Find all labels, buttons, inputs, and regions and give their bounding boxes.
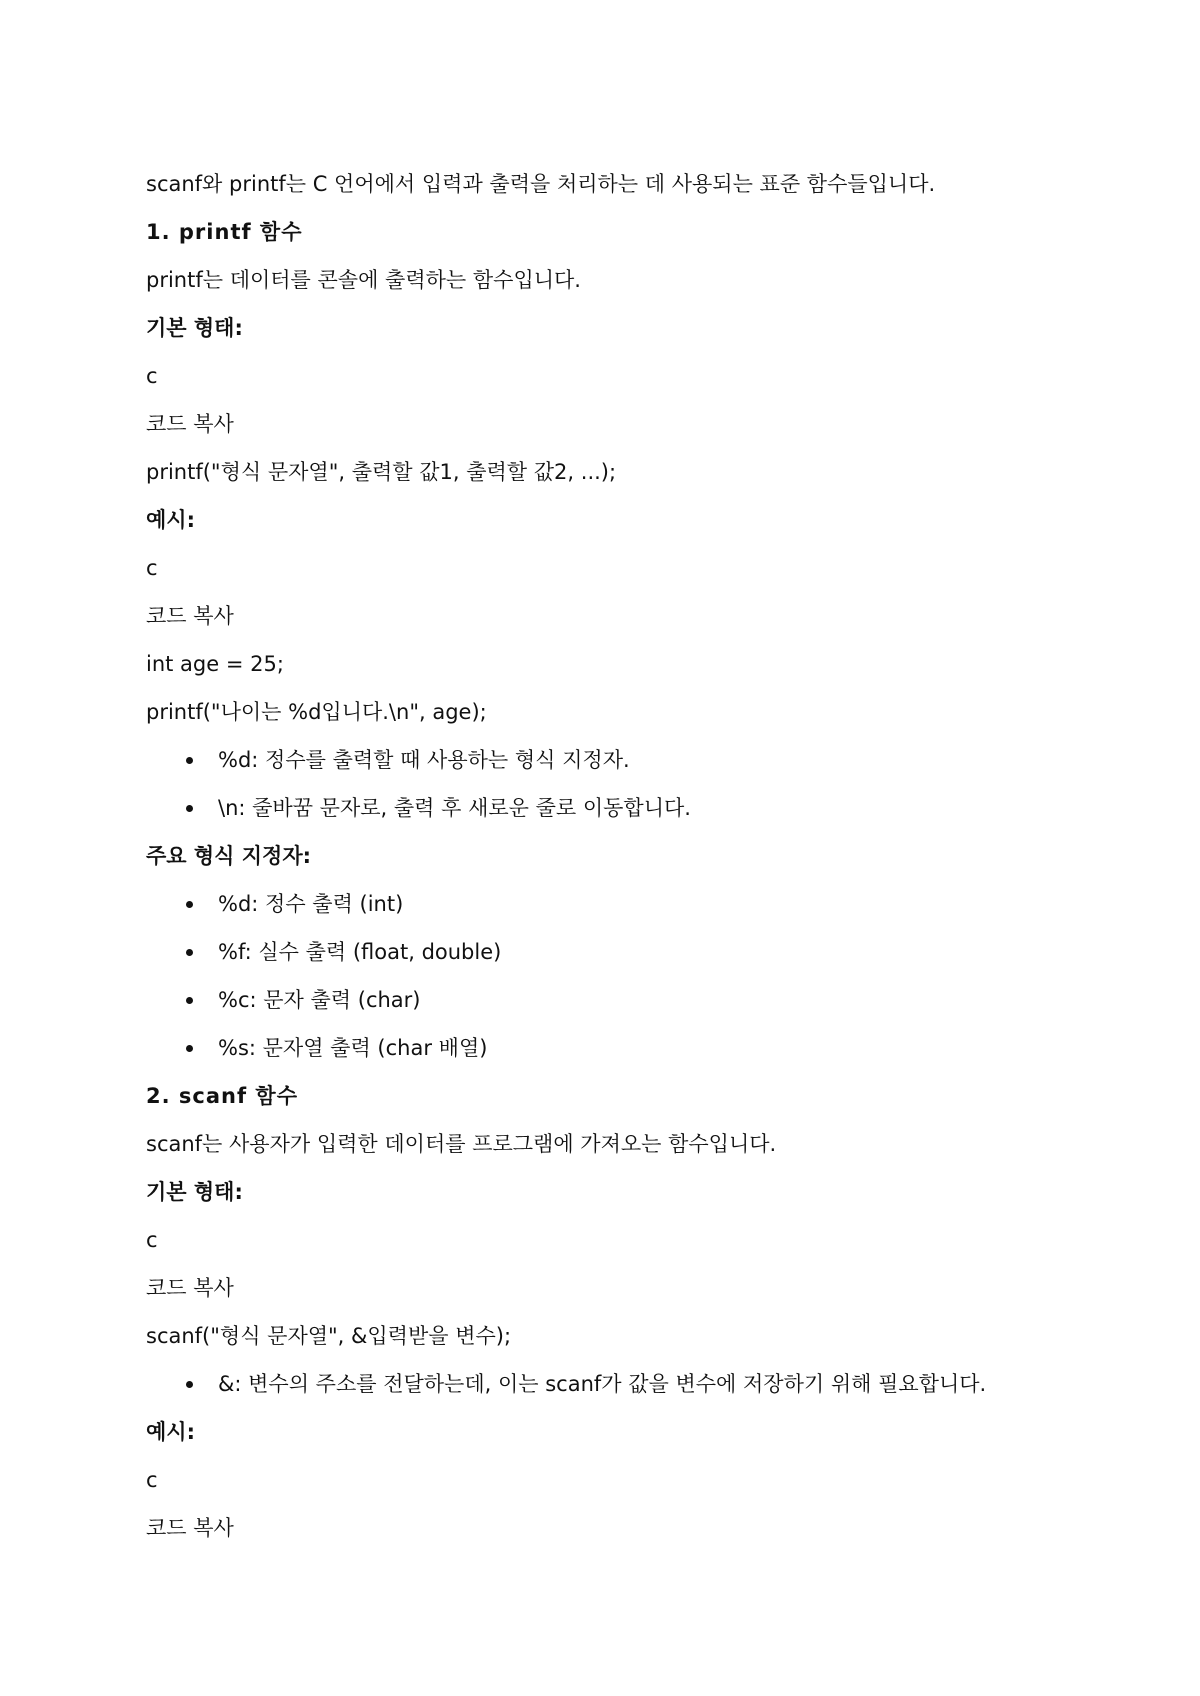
scanf-basic-form-code: scanf("형식 문자열", &입력받을 변수); [146,1324,512,1348]
list-item-text: \n: 줄바꿈 문자로, 출력 후 새로운 줄로 이동합니다. [218,796,691,820]
bullet-icon [186,949,193,956]
scanf-copy-code-button[interactable]: 코드 복사 [146,1276,234,1300]
format-specifiers-list [146,890,1106,1062]
list-item [146,746,1106,774]
scanf-basic-form-label: 기본 형태: [146,1180,243,1204]
printf-description: printf는 데이터를 콘솔에 출력하는 함수입니다. [146,268,581,292]
list-item [146,1034,1106,1062]
document-page [146,170,1106,1562]
printf-example-code-language: c [146,556,158,580]
scanf-example-copy-code-button[interactable]: 코드 복사 [146,1516,234,1540]
scanf-description: scanf는 사용자가 입력한 데이터를 프로그램에 가져오는 함수입니다. [146,1132,777,1156]
printf-example-code-line: printf("나이는 %d입니다.\n", age); [146,700,487,724]
printf-example-notes-list [146,746,1106,822]
scanf-example-code-language: c [146,1468,158,1492]
bullet-icon [186,901,193,908]
bullet-icon [186,757,193,764]
bullet-icon [186,1045,193,1052]
bullet-icon [186,1381,193,1388]
list-item-text: %d: 정수를 출력할 때 사용하는 형식 지정자. [218,748,630,772]
printf-basic-form-label: 기본 형태: [146,316,243,340]
scanf-notes-list [146,1370,1106,1398]
list-item [146,938,1106,966]
list-item-text: &: 변수의 주소를 전달하는데, 이는 scanf가 값을 변수에 저장하기 위해 필요합니다. [218,1372,987,1396]
bullet-icon [186,805,193,812]
bullet-icon [186,997,193,1004]
printf-copy-code-button[interactable]: 코드 복사 [146,412,234,436]
printf-code-language: c [146,364,158,388]
printf-example-copy-code-button[interactable]: 코드 복사 [146,604,234,628]
printf-basic-form-code: printf("형식 문자열", 출력할 값1, 출력할 값2, ...); [146,460,617,484]
list-item-text: %s: 문자열 출력 (char 배열) [218,1036,488,1060]
list-item-text: %d: 정수 출력 (int) [218,892,404,916]
printf-example-code-line: int age = 25; [146,652,284,676]
list-item-text: %f: 실수 출력 (float, double) [218,940,502,964]
scanf-code-language: c [146,1228,158,1252]
list-item [146,986,1106,1014]
list-item [146,794,1106,822]
scanf-example-label: 예시: [146,1420,195,1444]
format-specifiers-label: 주요 형식 지정자: [146,844,312,868]
printf-section-heading: 1. printf 함수 [146,220,303,244]
list-item [146,1370,1106,1398]
scanf-section-heading: 2. scanf 함수 [146,1084,298,1108]
list-item-text: %c: 문자 출력 (char) [218,988,421,1012]
intro-paragraph: scanf와 printf는 C 언어에서 입력과 출력을 처리하는 데 사용되는 표준 함수들입니다. [146,172,936,196]
list-item [146,890,1106,918]
printf-example-label: 예시: [146,508,195,532]
